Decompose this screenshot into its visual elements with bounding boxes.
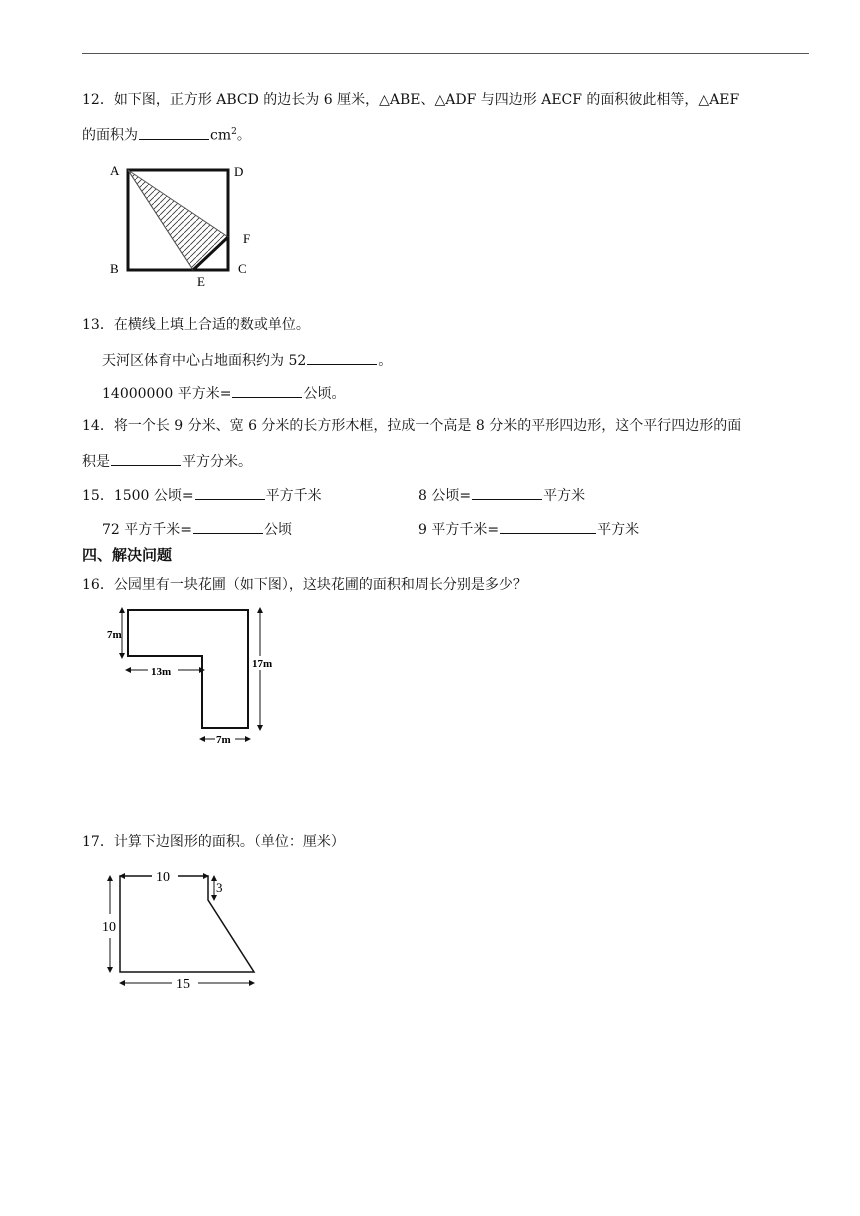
q15-blank-c[interactable] xyxy=(193,518,263,534)
q15-d: 9 平方千米= 平方米 xyxy=(418,518,639,540)
q13-item1: 天河区体育中心占地面积约为 52 。 xyxy=(102,349,392,371)
q15-a: 15．1500 公顷= 平方千米 xyxy=(82,484,322,506)
q16-text: 16．公园里有一块花圃（如下图），这块花圃的面积和周长分别是多少？ xyxy=(82,577,527,593)
triangle-aef xyxy=(128,170,228,270)
dim-bottom: 7m xyxy=(216,734,231,746)
q17-trapezoid-figure xyxy=(96,862,266,992)
q17-text: 17．计算下边图形的面积。（单位：厘米） xyxy=(82,834,345,850)
label-e: E xyxy=(197,274,205,289)
label-a: A xyxy=(110,163,120,178)
q15-b: 8 公顷= 平方米 xyxy=(418,484,585,506)
dim-left: 10 xyxy=(102,920,116,935)
q12-answer-blank[interactable] xyxy=(139,124,209,140)
trapezoid-shape xyxy=(120,876,254,972)
q13-blank1[interactable] xyxy=(307,349,377,365)
q12-line1: 12．如下图，正方形 ABCD 的边长为 6 厘米，△ABE、△ADF 与四边形 AECF 的面积彼此相等，△AEF xyxy=(82,92,740,108)
q15-blank-a[interactable] xyxy=(195,484,265,500)
label-d: D xyxy=(234,164,244,179)
dim-top: 10 xyxy=(156,870,170,885)
label-b: B xyxy=(110,261,119,276)
dim-right-small: 3 xyxy=(216,880,223,895)
dim-right: 17m xyxy=(252,658,273,670)
section-title: 四、解决问题 xyxy=(82,546,173,564)
q13-blank2[interactable] xyxy=(232,382,302,398)
q12-square-figure xyxy=(100,155,270,290)
q14-line2: 积是 平方分米。 xyxy=(82,450,252,472)
q14-line1: 14．将一个长 9 分米、宽 6 分米的长方形木框，拉成一个高是 8 分米的平形四边形，这个平行四边形的面 xyxy=(82,418,742,434)
header-rule xyxy=(82,53,809,54)
dim-bottom-left: 13m xyxy=(151,666,172,678)
q13-item2: 14000000 平方米= 公顷。 xyxy=(102,382,345,404)
label-f: F xyxy=(243,231,251,246)
dim-left: 7m xyxy=(107,629,122,641)
q15-c: 72 平方千米= 公顷 xyxy=(102,518,292,540)
q14-blank[interactable] xyxy=(111,450,181,466)
label-c: C xyxy=(238,261,247,276)
q13-title: 13．在横线上填上合适的数或单位。 xyxy=(82,317,310,333)
garden-shape xyxy=(128,610,248,728)
q15-blank-b[interactable] xyxy=(472,484,542,500)
q12-line2: 的面积为 $cm^2$。 xyxy=(82,122,251,146)
dim-bottom: 15 xyxy=(176,977,190,992)
q15-blank-d[interactable] xyxy=(500,518,596,534)
q16-garden-figure xyxy=(104,598,284,753)
